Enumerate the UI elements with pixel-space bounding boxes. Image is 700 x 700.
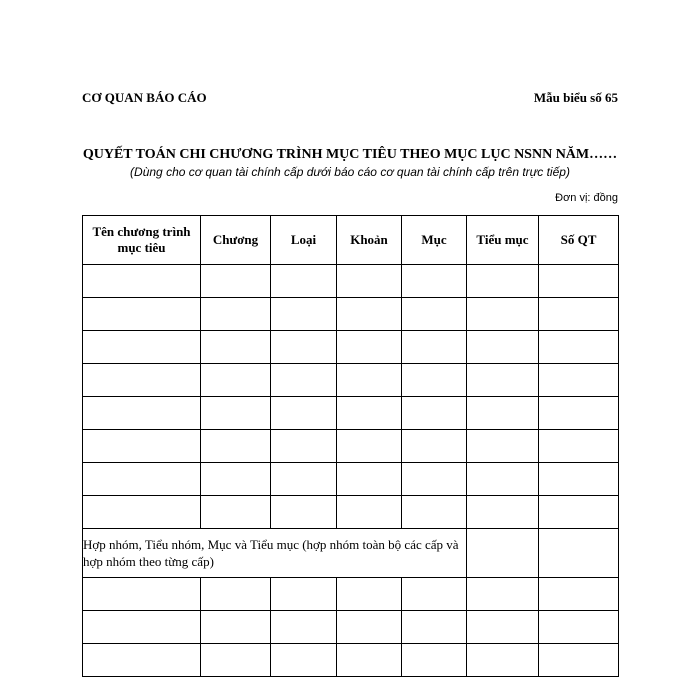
table-cell[interactable] [539,578,619,611]
table-cell[interactable] [83,644,201,677]
table-cell[interactable] [467,611,539,644]
table-row [83,611,619,644]
table-cell[interactable] [467,529,539,578]
table-cell[interactable] [467,298,539,331]
table-cell[interactable] [467,265,539,298]
table-cell[interactable] [539,265,619,298]
summary-group-description: Hợp nhóm, Tiểu nhóm, Mục và Tiểu mục (hợp nhóm toàn bộ các cấp và hợp nhóm theo từng cấp) [83,529,467,578]
table-cell[interactable] [201,298,271,331]
table-row [83,364,619,397]
table-cell[interactable] [539,430,619,463]
table-row [83,463,619,496]
column-header-section: Mục [402,216,467,265]
column-header-settlement-amount: Số QT [539,216,619,265]
reporting-agency-label: CƠ QUAN BÁO CÁO [82,90,207,105]
table-row [83,578,619,611]
document-title: QUYẾT TOÁN CHI CHƯƠNG TRÌNH MỤC TIÊU THEO MỤC LỤC NSNN NĂM…… [82,147,618,162]
table-header-row [83,216,619,265]
table-cell[interactable] [402,611,467,644]
table-row [83,298,619,331]
document-subtitle: (Dùng cho cơ quan tài chính cấp dưới báo cáo cơ quan tài chính cấp trên trực tiếp) [130,165,570,179]
table-cell[interactable] [402,644,467,677]
table-row [83,265,619,298]
settlement-table [82,215,619,677]
table-cell[interactable] [467,644,539,677]
table-cell[interactable] [467,364,539,397]
table-cell[interactable] [337,496,402,529]
table-cell[interactable] [271,611,337,644]
table-cell[interactable] [83,331,201,364]
table-row [83,397,619,430]
table-cell[interactable] [402,397,467,430]
table-row [83,430,619,463]
table-cell[interactable] [467,463,539,496]
table-cell[interactable] [337,644,402,677]
table-cell[interactable] [83,364,201,397]
currency-unit-label: Đơn vị: đồng [555,192,618,204]
table-cell[interactable] [402,578,467,611]
table-cell[interactable] [539,364,619,397]
table-cell[interactable] [539,496,619,529]
table-cell[interactable] [337,298,402,331]
table-cell[interactable] [83,430,201,463]
table-cell[interactable] [271,578,337,611]
table-cell[interactable] [467,578,539,611]
table-cell[interactable] [337,331,402,364]
table-cell[interactable] [201,397,271,430]
table-cell[interactable] [201,364,271,397]
table-cell[interactable] [271,430,337,463]
table-cell[interactable] [402,364,467,397]
table-cell[interactable] [271,298,337,331]
table-cell[interactable] [539,298,619,331]
table-cell[interactable] [201,611,271,644]
table-cell[interactable] [201,496,271,529]
table-cell[interactable] [83,611,201,644]
summary-group-row [83,529,619,578]
table-row [83,496,619,529]
form-number-label: Mẫu biểu số 65 [533,90,618,105]
table-cell[interactable] [539,611,619,644]
table-cell[interactable] [402,430,467,463]
table-cell[interactable] [337,397,402,430]
table-cell[interactable] [402,298,467,331]
table-cell[interactable] [83,397,201,430]
column-header-subsection: Tiểu mục [467,216,539,265]
table-cell[interactable] [337,265,402,298]
table-cell[interactable] [271,644,337,677]
table-cell[interactable] [402,265,467,298]
table-cell[interactable] [539,529,619,578]
table-body [83,265,619,677]
table-cell[interactable] [539,644,619,677]
table-cell[interactable] [467,397,539,430]
table-cell[interactable] [467,331,539,364]
table-cell[interactable] [83,298,201,331]
table-cell[interactable] [83,463,201,496]
table-cell[interactable] [467,430,539,463]
table-cell[interactable] [201,463,271,496]
column-header-type: Loại [271,216,337,265]
table-cell[interactable] [402,463,467,496]
table-cell[interactable] [201,430,271,463]
table-cell[interactable] [539,397,619,430]
column-header-chapter: Chương [201,216,271,265]
table-cell[interactable] [201,331,271,364]
table-cell[interactable] [337,364,402,397]
table-cell[interactable] [83,496,201,529]
table-cell[interactable] [271,397,337,430]
table-cell[interactable] [402,496,467,529]
table-cell[interactable] [83,265,201,298]
table-row [83,331,619,364]
table-cell[interactable] [271,265,337,298]
table-cell[interactable] [337,430,402,463]
table-cell[interactable] [201,578,271,611]
table-cell[interactable] [467,496,539,529]
table-cell[interactable] [271,331,337,364]
table-cell[interactable] [201,265,271,298]
column-header-item: Khoản [337,216,402,265]
table-cell[interactable] [337,463,402,496]
table-cell[interactable] [83,578,201,611]
table-row [83,644,619,677]
table-cell[interactable] [337,611,402,644]
column-header-program-name: Tên chương trình mục tiêu [83,216,201,265]
table-cell[interactable] [201,644,271,677]
table-cell[interactable] [271,463,337,496]
table-cell[interactable] [337,578,402,611]
table-cell[interactable] [539,331,619,364]
table-cell[interactable] [271,364,337,397]
table-cell[interactable] [539,463,619,496]
table-cell[interactable] [402,331,467,364]
table-cell[interactable] [271,496,337,529]
